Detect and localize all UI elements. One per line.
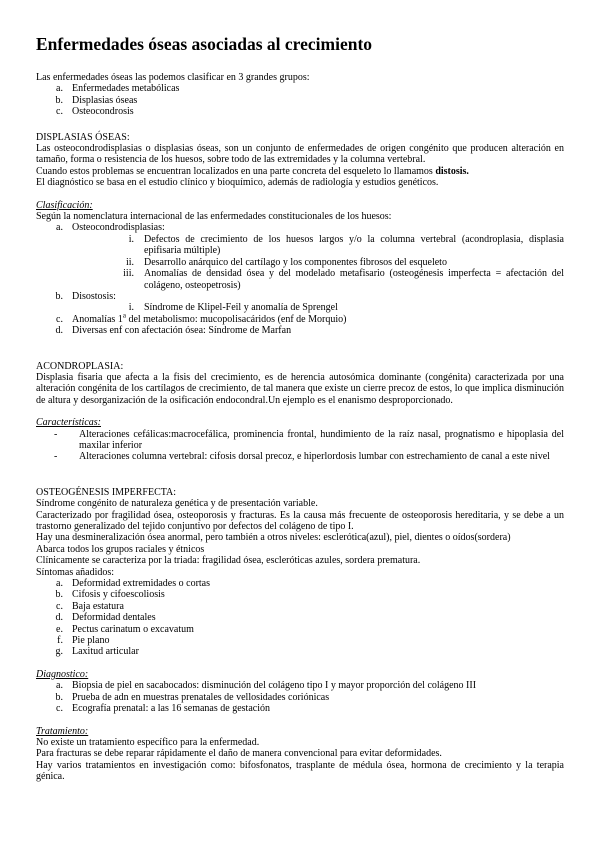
list-item: g. Laxitud articular	[55, 646, 139, 658]
clasificacion-lead: Según la nomenclatura internacional de las enfermedades constitucionales de los huesos:	[36, 211, 392, 223]
list-item: d. Diversas enf con afectación ósea: Síndrome de Marfan	[55, 325, 292, 337]
tratamiento-line: No existe un tratamiento específico para la enfermedad.	[36, 736, 260, 748]
list-item: a. Osteocondrodisplasias:	[56, 222, 165, 234]
tratamiento-line: Hay varios tratamientos en investigación como: bifosfonatos, trasplante de médula ósea, hormona de crecimiento y la terapia génica.	[36, 759, 564, 783]
list-item: e. Pectus carinatum o excavatum	[56, 623, 194, 635]
clasificacion-heading: Clasificación:	[36, 199, 93, 211]
list-item: a. Enfermedades metabólicas	[56, 83, 180, 95]
list-item: i. Defectos de crecimiento de los huesos largos y/o la columna vertebral (acondroplasia, displasia epifisaria múltiple)	[128, 233, 564, 257]
osteogenesis-heading: OSTEOGÉNESIS IMPERFECTA:	[36, 486, 177, 498]
diagnostico-list	[36, 680, 564, 714]
osteogenesis-line: Abarca todos los grupos raciales y étnicos	[36, 543, 205, 555]
list-item: a. Biopsia de piel en sacabocados: disminución del colágeno tipo I y mayor proporción del colágeno III	[56, 680, 477, 692]
list-item: - Alteraciones columna vertebral: cifosis dorsal precoz, e hiperlordosis lumbar con estrechamiento de canal a este nivel	[54, 451, 550, 463]
list-item: f. Pie plano	[57, 635, 110, 647]
list-item: c. Baja estatura	[56, 600, 124, 612]
osteogenesis-line: Síndrome congénito de naturaleza genética y de presentación variable.	[36, 498, 318, 510]
list-item: i. Síndrome de Klipel-Feil y anomalía de Sprengel	[128, 302, 338, 314]
acondroplasia-paragraph: Displasia fisaria que afecta a la fisis del crecimiento, es de herencia autosómica dominante (congénita) caracterizada por una alteración congénita de los cartílagos de crecimiento, de tal manera que existe un cierre precoz de estos, lo que implica disminución de altura y desorganización de la osificación endocondral.Un ejemplo es el enanismo desproporcionado.	[36, 371, 564, 406]
osteogenesis-line: Caracterizado por fragilidad ósea, osteoporosis y fracturas. Es la causa más frecuente de osteoporosis hereditaria, y se debe a un trastorno generalizado del tejido conjuntivo por defectos del colágeno de tipo I.	[36, 509, 564, 532]
displasias-distosis-line: Cuando estos problemas se encuentran localizados en una parte concreta del esqueleto lo llamamos distosis.	[36, 165, 469, 177]
document-page	[36, 34, 564, 783]
diagnostico-heading: Diagnostico:	[36, 668, 89, 680]
page-title: Enfermedades óseas asociadas al crecimiento	[36, 34, 373, 54]
list-item: b. Displasias óseas	[55, 94, 138, 106]
displasias-paragraph: Las osteocondrodisplasias o displasias óseas, son un conjunto de enfermedades de origen congénito que producen alteración en tamaño, forma o resistencia de los huesos, sobre todo de las extremidades y la columna vertebral.	[36, 143, 564, 166]
osteogenesis-line: Hay una desmineralización ósea anormal, pero también a otros niveles: esclerótica(azul), piel, dientes o oídos(sordera)	[36, 532, 511, 544]
tratamiento-heading: Tratamiento:	[36, 725, 89, 737]
list-item: c. Anomalías 1$^a$ del metabolismo: mucopolisacáridos (enf de Morquio)	[56, 311, 347, 325]
list-item: c. Osteocondrosis	[56, 106, 134, 118]
clasificacion-list	[36, 222, 564, 336]
list-item: b. Cifosis y cifoescoliosis	[55, 589, 165, 601]
osteogenesis-line: Clínicamente se caracteriza por la triada: fragilidad ósea, escleróticas azules, sordera prematura.	[36, 555, 421, 567]
displasias-heading: DISPLASIAS ÓSEAS:	[36, 131, 130, 143]
osteogenesis-line: Síntomas añadidos:	[36, 566, 115, 578]
list-item: b. Prueba de adn en muestras prenatales de vellosidades coriónicas	[55, 691, 330, 703]
list-item: - Alteraciones cefálicas:macrocefálica, prominencia frontal, hundimiento de la raíz nasal, prognatismo e hipoplasia del maxilar inferior	[54, 428, 564, 451]
tratamiento-line: Para fracturas se debe reparar rápidamente el daño de manera convencional para evitar deformidades.	[36, 748, 442, 760]
distosis-term: distosis.	[435, 165, 469, 177]
intro-group-list	[36, 83, 564, 117]
caracteristicas-list	[36, 429, 564, 463]
list-item: c. Ecografía prenatal: a las 16 semanas de gestación	[56, 703, 270, 715]
list-item: a. Deformidad extremidades o cortas	[56, 578, 211, 590]
list-item: b. Disostosis:	[55, 290, 116, 302]
list-item: iii. Anomalías de densidad ósea y del modelado metafisario (osteogénesis imperfecta = afectación del colágeno, osteopetrosis)	[123, 268, 564, 291]
displasias-diagnostico-line: El diagnóstico se basa en el estudio clínico y bioquímico, además de radiología y estudios genéticos.	[36, 177, 439, 189]
acondroplasia-heading: ACONDROPLASIA:	[36, 360, 124, 372]
list-item: d. Deformidad dentales	[55, 612, 156, 624]
intro-lead: Las enfermedades óseas las podemos clasificar en 3 grandes grupos:	[36, 72, 310, 83]
list-item: ii. Desarrollo anárquico del cartílago y los componentes fibrosos del esqueleto	[125, 256, 447, 268]
sintomas-list	[36, 578, 564, 658]
caracteristicas-heading: Características:	[36, 417, 101, 429]
